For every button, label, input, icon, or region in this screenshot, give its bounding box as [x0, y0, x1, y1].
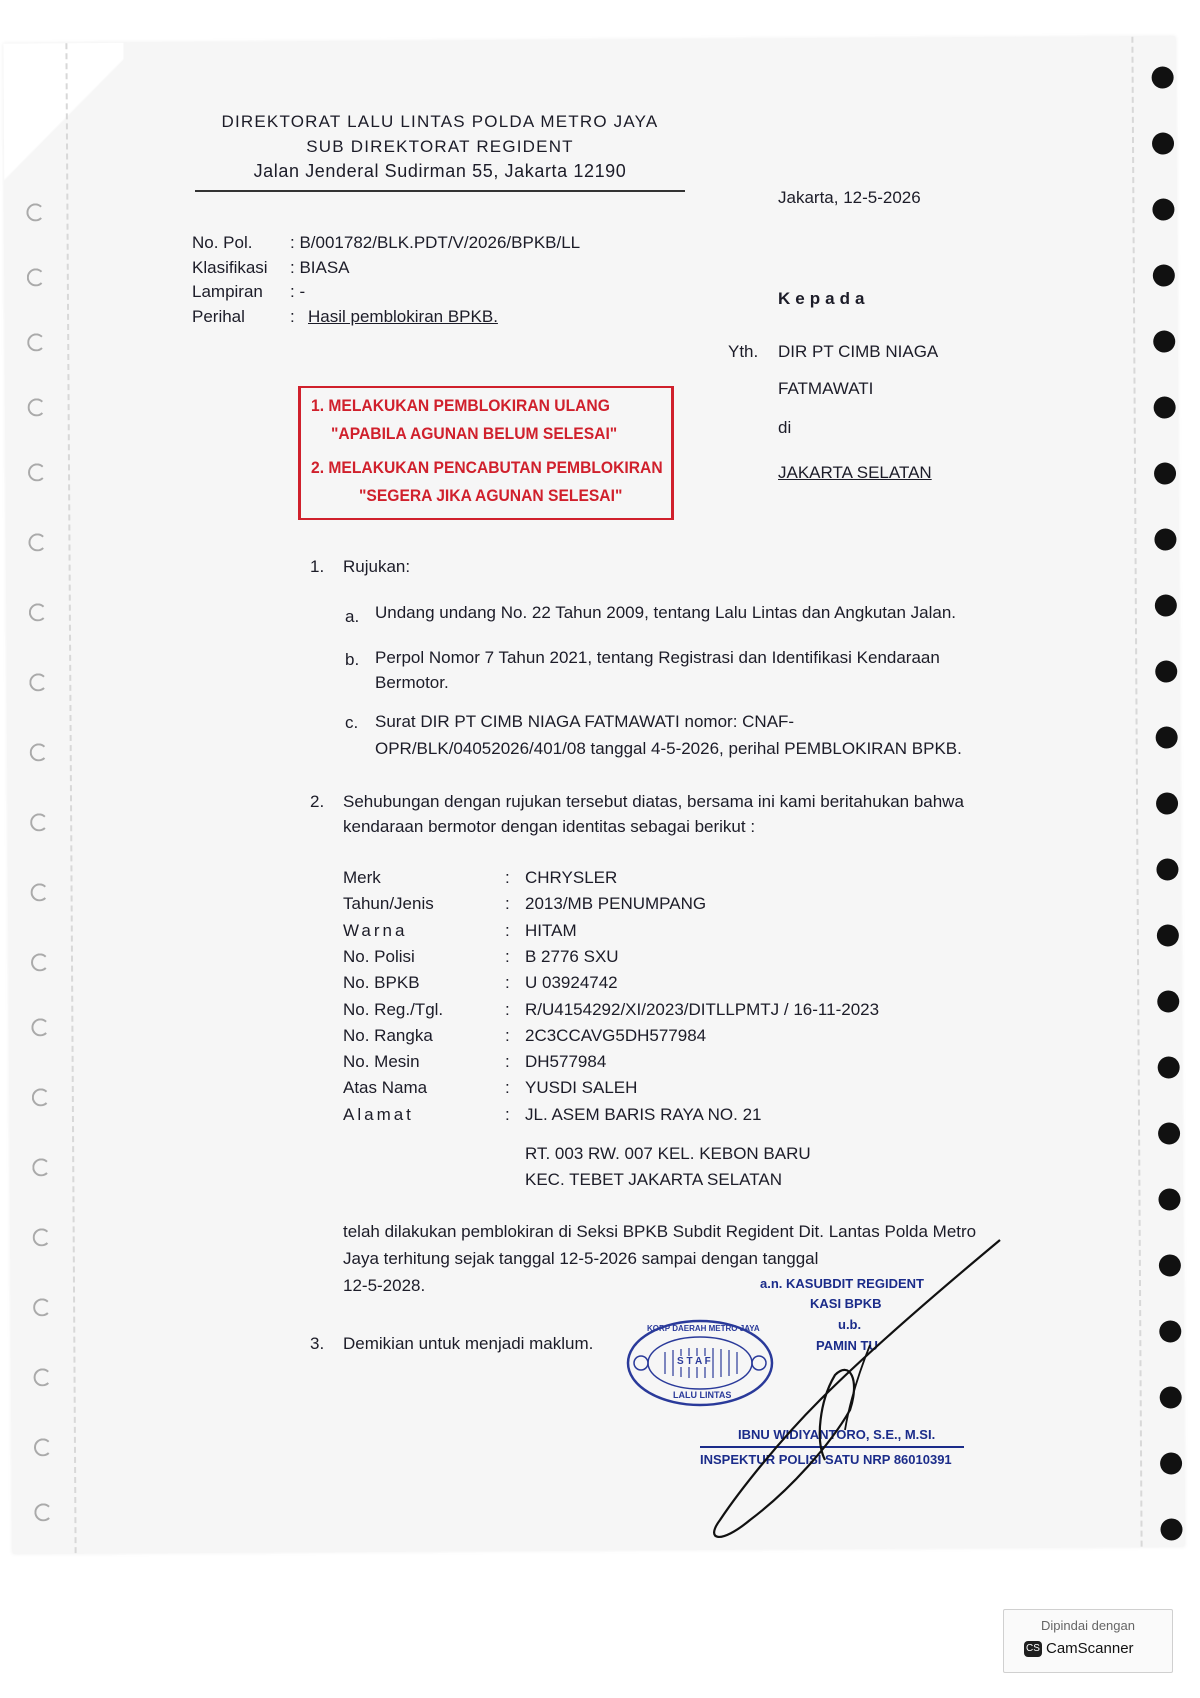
watermark-line-1: Dipindai dengan — [1041, 1618, 1135, 1633]
vehicle-field-label: Merk — [343, 868, 381, 887]
watermark-line-2: CamScanner — [1046, 1640, 1134, 1657]
stamp-line-2: "APABILA AGUNAN BELUM SELESAI" — [331, 424, 618, 443]
vehicle-field-label: Atas Nama — [343, 1078, 428, 1097]
stamp-line-1: 1. MELAKUKAN PEMBLOKIRAN ULANG — [311, 396, 610, 415]
vehicle-field-label: Warna — [343, 921, 408, 940]
vehicle-field-value: 2C3CCAVG5DH577984 — [525, 1026, 707, 1045]
ref-c-line-1: Surat DIR PT CIMB NIAGA FATMAWATI nomor: CNAF- — [375, 712, 795, 731]
vehicle-field-colon: : — [505, 868, 510, 887]
vehicle-field-label: Tahun/Jenis — [343, 894, 434, 913]
vehicle-field-label: Alamat — [343, 1105, 414, 1124]
vehicle-field-value: HITAM — [525, 921, 577, 940]
vehicle-field-value: U 03924742 — [525, 973, 618, 992]
klasifikasi-label: Klasifikasi — [192, 258, 268, 277]
no-pol-label: No. Pol. — [192, 233, 253, 252]
vehicle-field-colon: : — [505, 947, 510, 966]
sig-line-1: a.n. KASUBDIT REGIDENT — [760, 1276, 924, 1291]
lampiran-label: Lampiran — [192, 282, 263, 301]
vehicle-field-colon: : — [505, 894, 510, 913]
perihal-colon: : — [290, 307, 295, 326]
vehicle-field-label: No. Rangka — [343, 1026, 433, 1045]
lampiran-value: : - — [290, 282, 306, 301]
vehicle-field-value: B 2776 SXU — [525, 947, 619, 966]
vehicle-field-colon: : — [505, 1026, 510, 1045]
recipient-name-1: DIR PT CIMB NIAGA — [778, 342, 939, 361]
para-3-text: Demikian untuk menjadi maklum. — [343, 1334, 594, 1353]
para-2-line-1: Sehubungan dengan rujukan tersebut diatas, bersama ini kami beritahukan bahwa — [343, 792, 964, 811]
ref-b-line-1: Perpol Nomor 7 Tahun 2021, tentang Registrasi dan Identifikasi Kendaraan — [375, 648, 940, 667]
perihal-value: Hasil pemblokiran BPKB. — [308, 307, 498, 326]
ref-b-letter: b. — [345, 650, 360, 669]
ref-c-line-2: OPR/BLK/04052026/401/08 tanggal 4-5-2026, perihal PEMBLOKIRAN BPKB. — [375, 739, 962, 758]
letterhead-line-1: DIREKTORAT LALU LINTAS POLDA METRO JAYA — [221, 112, 659, 131]
seal-bottom-text: LALU LINTAS — [673, 1390, 732, 1400]
seal-top-text: KORP DAERAH METRO JAYA — [647, 1324, 760, 1333]
vehicle-field-colon: : — [505, 973, 510, 992]
address-line-2: RT. 003 RW. 007 KEL. KEBON BARU — [525, 1144, 811, 1163]
vehicle-field-value: CHRYSLER — [525, 868, 618, 887]
kepada-label: Kepada — [778, 289, 870, 308]
yth-label: Yth. — [728, 342, 759, 361]
sig-line-4: PAMIN TU — [816, 1338, 878, 1353]
letterhead-line-2: SUB DIREKTORAT REGIDENT — [306, 137, 574, 156]
vehicle-field-label: No. Reg./Tgl. — [343, 1000, 444, 1019]
vehicle-field-label: No. BPKB — [343, 973, 420, 992]
recipient-name-2: FATMAWATI — [778, 379, 874, 398]
vehicle-field-value: 2013/MB PENUMPANG — [525, 894, 707, 913]
vehicle-field-colon: : — [505, 1078, 510, 1097]
sig-line-3: u.b. — [838, 1317, 862, 1332]
para-1-title: Rujukan: — [343, 557, 411, 576]
vehicle-field-colon: : — [505, 1052, 510, 1071]
klasifikasi-value: : BIASA — [290, 258, 350, 277]
vehicle-field-value: JL. ASEM BARIS RAYA NO. 21 — [525, 1105, 762, 1124]
recipient-city: JAKARTA SELATAN — [778, 463, 932, 482]
sig-line-2: KASI BPKB — [810, 1296, 882, 1311]
ref-c-letter: c. — [345, 713, 359, 732]
para-2-number: 2. — [310, 792, 325, 811]
vehicle-field-value: R/U4154292/XI/2023/DITLLPMTJ / 16-11-2023 — [525, 1000, 880, 1019]
vehicle-field-value: YUSDI SALEH — [525, 1078, 638, 1097]
perihal-label: Perihal — [192, 307, 245, 326]
letterhead-address: Jalan Jenderal Sudirman 55, Jakarta 12190 — [253, 161, 627, 181]
closing-line-1: telah dilakukan pemblokiran di Seksi BPKB Subdit Regident Dit. Lantas Polda Metro — [343, 1222, 977, 1241]
para-1-number: 1. — [310, 557, 325, 576]
watermark-brand — [1024, 1640, 1134, 1657]
stamp-line-4: "SEGERA JIKA AGUNAN SELESAI" — [359, 486, 623, 505]
para-2-line-2: kendaraan bermotor dengan identitas sebagai berikut : — [343, 817, 756, 836]
recipient-di: di — [778, 418, 792, 437]
vehicle-field-label: No. Mesin — [343, 1052, 420, 1071]
signatory-rank: INSPEKTUR POLISI SATU NRP 86010391 — [700, 1452, 952, 1467]
camscanner-logo-icon: CS — [1024, 1641, 1042, 1657]
vehicle-field-colon: : — [505, 1105, 510, 1124]
ref-a-letter: a. — [345, 607, 360, 626]
para-3-number: 3. — [310, 1334, 325, 1353]
ref-b-line-2: Bermotor. — [375, 673, 449, 692]
vehicle-field-label: No. Polisi — [343, 947, 415, 966]
camscanner-watermark — [1003, 1609, 1173, 1673]
seal-mid-text: S T A F — [677, 1356, 711, 1367]
no-pol-value: : B/001782/BLK.PDT/V/2026/BPKB/LL — [290, 233, 581, 252]
closing-line-2: Jaya terhitung sejak tanggal 12-5-2026 sampai dengan tanggal — [343, 1249, 819, 1268]
place-date: Jakarta, 12-5-2026 — [778, 188, 921, 207]
ref-a-line: Undang undang No. 22 Tahun 2009, tentang Lalu Lintas dan Angkutan Jalan. — [375, 603, 956, 622]
address-line-3: KEC. TEBET JAKARTA SELATAN — [525, 1170, 782, 1189]
closing-line-3: 12-5-2028. — [343, 1276, 426, 1295]
vehicle-field-colon: : — [505, 921, 510, 940]
signatory-name: IBNU WIDIYANTORO, S.E., M.SI. — [738, 1427, 936, 1442]
vehicle-field-value: DH577984 — [525, 1052, 607, 1071]
stamp-line-3: 2. MELAKUKAN PENCABUTAN PEMBLOKIRAN — [311, 458, 663, 477]
vehicle-field-colon: : — [505, 1000, 510, 1019]
